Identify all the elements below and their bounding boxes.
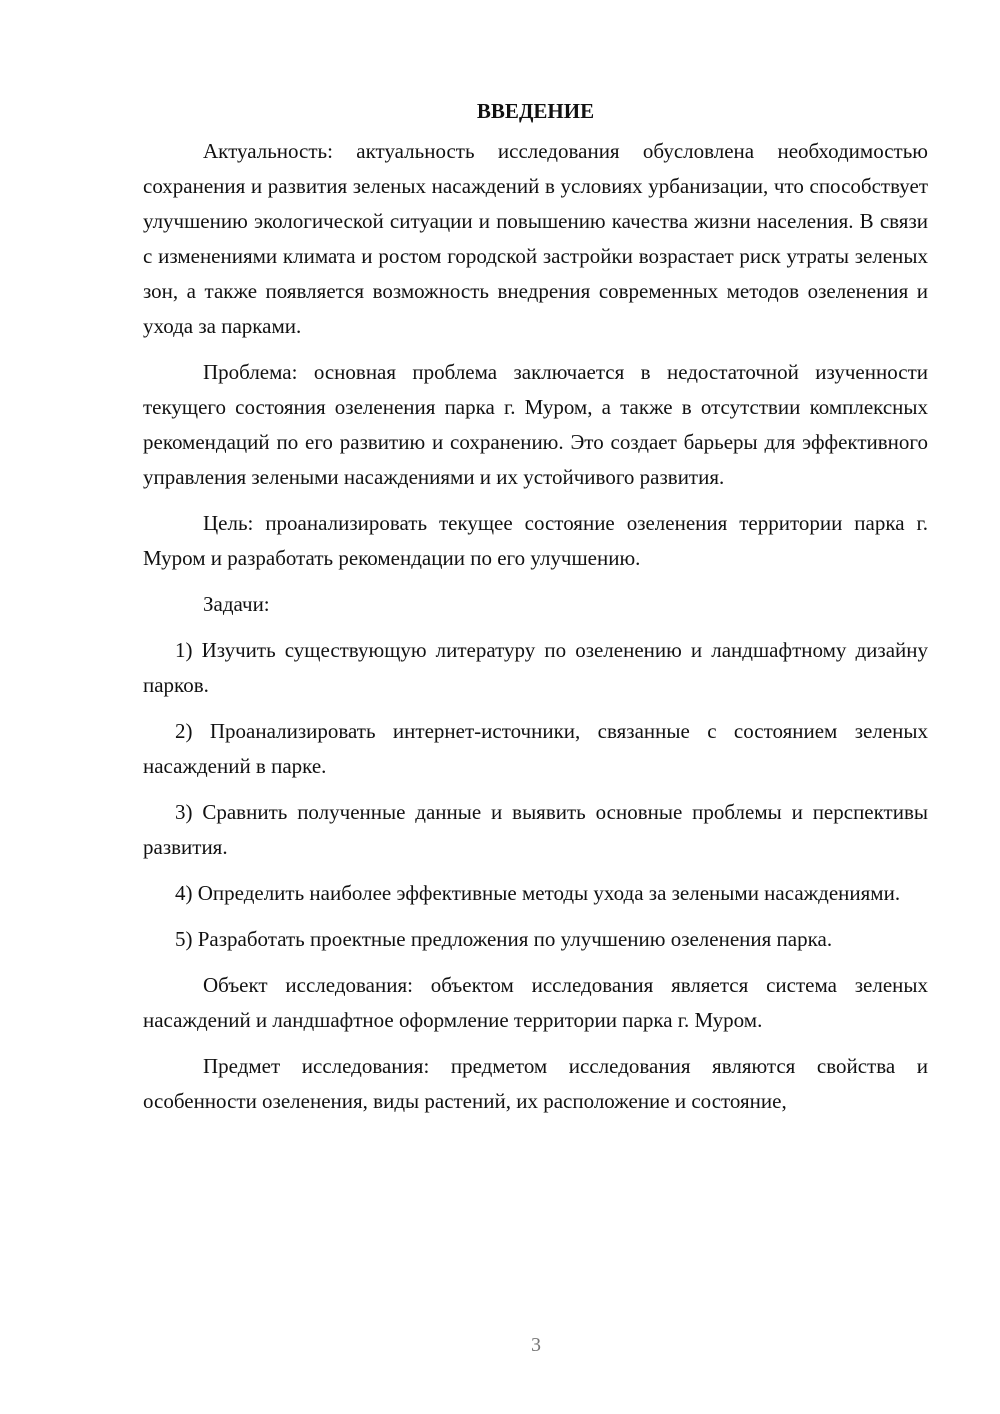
goal-paragraph: Цель: проанализировать текущее состояние озеленения территории парка г. Муром и разработать рекомендации по его улучшению.	[143, 511, 928, 570]
tasks-heading: Задачи:	[203, 592, 270, 616]
page-number	[0, 1334, 1000, 1357]
page-number-text: 3	[531, 1334, 541, 1356]
task-item-4: 4) Определить наиболее эффективные методы ухода за зелеными насаждениями.	[175, 881, 901, 905]
task-item-3: 3) Сравнить полученные данные и выявить основные проблемы и перспективы развития.	[143, 800, 928, 859]
section-title: ВВЕДЕНИЕ	[476, 99, 595, 123]
page-content	[143, 94, 928, 1119]
task-item-5: 5) Разработать проектные предложения по улучшению озеленения парка.	[175, 927, 833, 951]
problem-paragraph: Проблема: основная проблема заключается в недостаточной изученности текущего состояния озеленения парка г. Муром, а также в отсутствии комплексных рекомендаций по его развитию и сохранению. Это создает барьеры для эффективного управления зелеными насаждениями и их устойчивого развития.	[143, 360, 928, 489]
relevance-paragraph: Актуальность: актуальность исследования обусловлена необходимостью сохранения и развития зеленых насаждений в условиях урбанизации, что способствует улучшению экологической ситуации и повышению качества жизни населения. В связи с изменениями климата и ростом городской застройки возрастает риск утраты зеленых зон, а также появляется возможность внедрения современных методов озеленения и ухода за парками.	[143, 139, 928, 338]
subject-paragraph: Предмет исследования: предметом исследования являются свойства и особенности озеленения, виды растений, их расположение и состояние,	[143, 1054, 928, 1113]
task-item-2: 2) Проанализировать интернет-источники, связанные с состоянием зеленых насаждений в парке.	[143, 719, 928, 778]
object-paragraph: Объект исследования: объектом исследования является система зеленых насаждений и ландшафтное оформление территории парка г. Муром.	[143, 973, 928, 1032]
task-item-1: 1) Изучить существующую литературу по озеленению и ландшафтному дизайну парков.	[143, 638, 928, 697]
